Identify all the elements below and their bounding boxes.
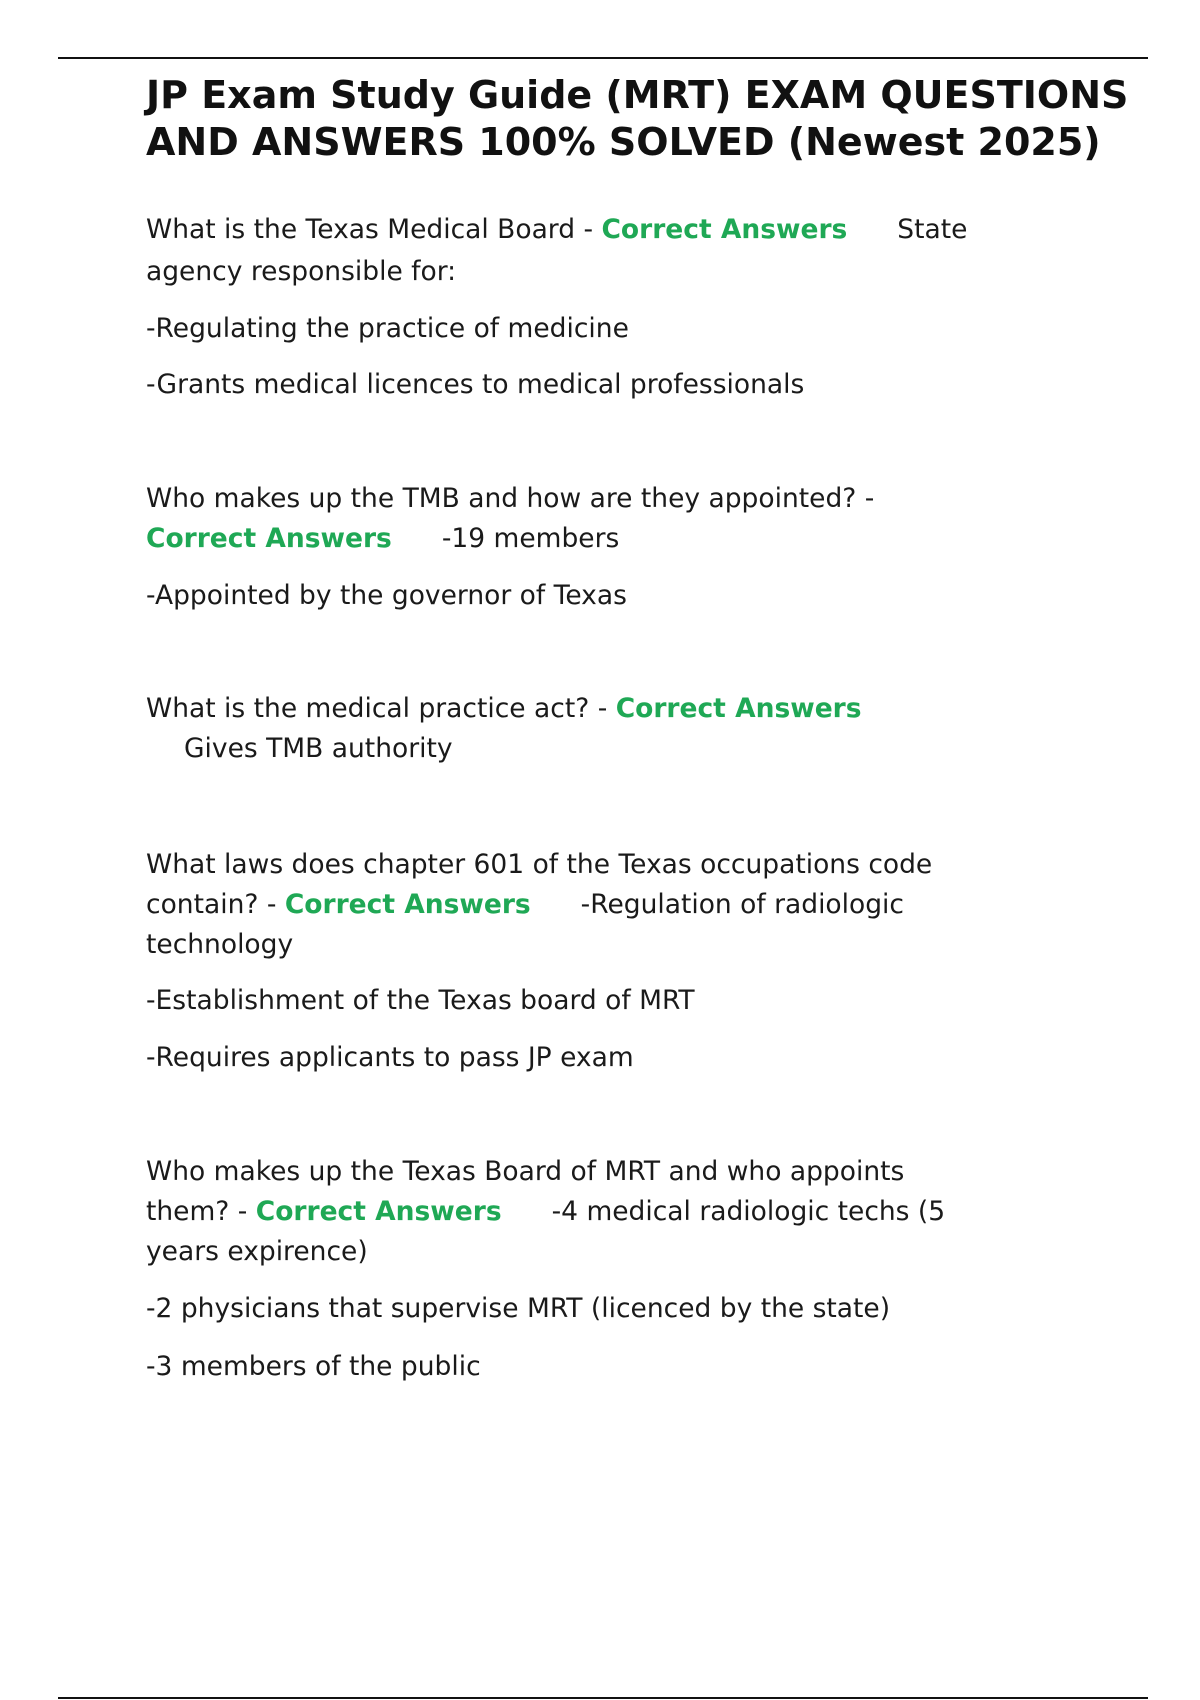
answer-5-bullet: -3 members of the public — [146, 1351, 481, 1382]
correct-answers-label: Correct Answers — [255, 1196, 502, 1227]
answer-text: -4 medical radiologic techs (5 — [551, 1196, 946, 1227]
question-text: contain? - — [146, 889, 285, 920]
question-text: What is the Texas Medical Board - — [146, 214, 602, 245]
bottom-rule — [58, 1697, 1148, 1699]
question-3 — [146, 689, 862, 729]
question-2: Who makes up the TMB and how are they appointed? - — [146, 483, 875, 514]
document-title: JP Exam Study Guide (MRT) EXAM QUESTIONS AND ANSWERS 100% SOLVED (Newest 2025) — [146, 73, 1129, 164]
question-2-answer — [146, 519, 619, 559]
answer-4-continued: technology — [146, 929, 294, 960]
answer-2-bullet: -Appointed by the governor of Texas — [146, 580, 627, 611]
answer-5-bullet: -2 physicians that supervise MRT (licenced by the state) — [146, 1293, 891, 1324]
question-5: Who makes up the Texas Board of MRT and who appoints — [146, 1156, 905, 1187]
correct-answers-label: Correct Answers — [146, 523, 392, 554]
correct-answers-label: Correct Answers — [601, 214, 848, 245]
answer-5-continued: years expirence) — [146, 1236, 368, 1267]
answer-1-bullet: -Grants medical licences to medical professionals — [146, 369, 805, 400]
top-rule — [58, 57, 1148, 59]
answer-text: State — [897, 214, 968, 245]
answer-4-bullet: -Establishment of the Texas board of MRT — [146, 985, 695, 1016]
answer-text: -Regulation of radiologic — [580, 889, 904, 920]
answer-1-continued: agency responsible for: — [146, 256, 457, 287]
answer-text: -19 members — [441, 523, 620, 554]
answer-4-bullet: -Requires applicants to pass JP exam — [146, 1042, 634, 1073]
question-1 — [146, 210, 967, 250]
question-text: What is the medical practice act? - — [146, 693, 616, 724]
correct-answers-label: Correct Answers — [615, 693, 862, 724]
question-4: What laws does chapter 601 of the Texas occupations code — [146, 849, 933, 880]
question-5-line2 — [146, 1192, 945, 1232]
question-4-line2 — [146, 885, 904, 925]
answer-3: Gives TMB authority — [184, 733, 453, 764]
question-text: them? - — [146, 1196, 256, 1227]
correct-answers-label: Correct Answers — [284, 889, 531, 920]
answer-1-bullet: -Regulating the practice of medicine — [146, 313, 629, 344]
